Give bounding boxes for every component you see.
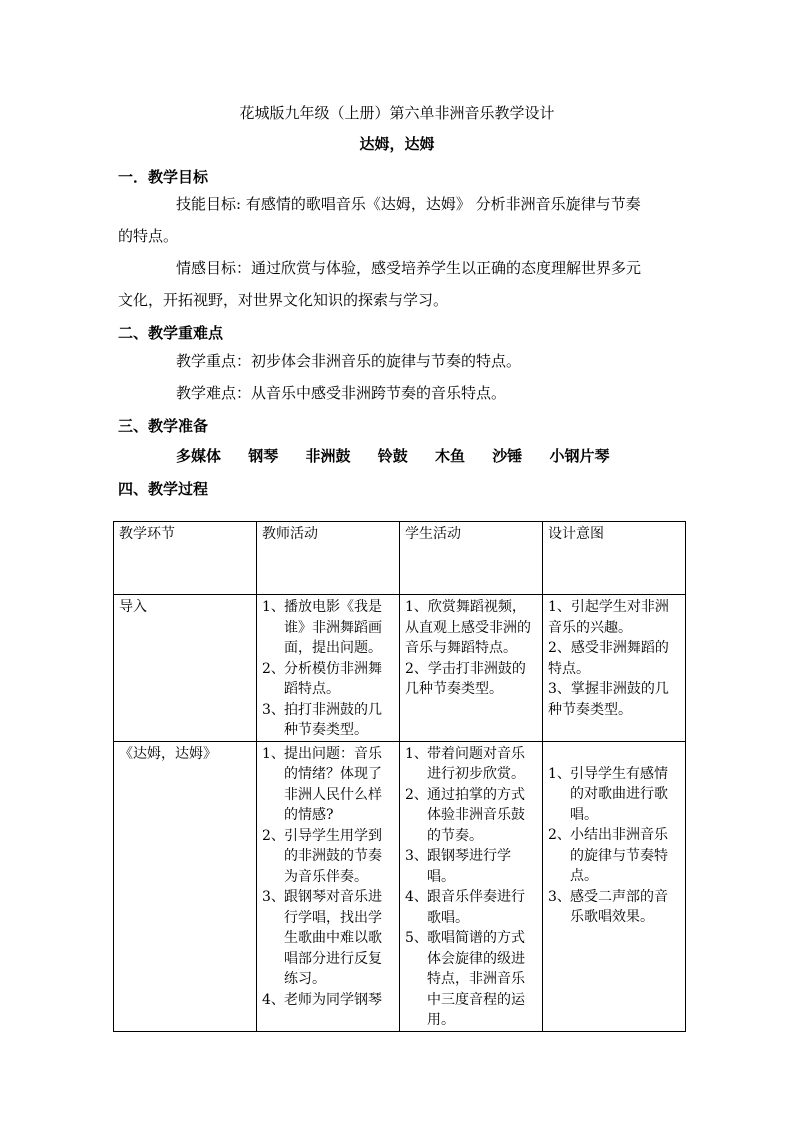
list-item: 2、学击打非洲鼓的几种节奏类型。: [405, 660, 526, 697]
list-item: 1、 引导学生有感情的对歌曲进行歌唱。: [548, 765, 668, 823]
list-item: 3、 拍打非洲鼓的几种节奏类型。: [262, 701, 382, 738]
tool-item: 非洲鼓: [305, 447, 351, 465]
section-heading-process: 四、教学过程: [118, 480, 209, 498]
list-item: 2、 通过拍掌的方式体验非洲音乐鼓的节奏。: [405, 786, 525, 844]
list-item: 2、 小结出非洲音乐的旋律与节奏特点。: [548, 827, 668, 884]
table-row-song: [114, 741, 686, 1031]
list-item: 1、 播放电影《我是谁》非洲舞蹈画面，提出问题。: [262, 599, 382, 656]
song-title: 达姆，达姆: [359, 135, 435, 153]
tool-item: 小钢片琴: [549, 447, 610, 465]
header-teacher: 教师活动: [257, 522, 400, 595]
list-item: 1、 带着问题对音乐进行初步欣赏。: [405, 745, 525, 782]
list-item: 1、引起学生对非洲音乐的兴趣。: [548, 599, 669, 636]
table-row-intro: [114, 595, 686, 742]
cell-design-intent: [543, 741, 686, 1031]
list-item: 1、欣赏舞蹈视频，从直观上感受非洲的音乐与舞蹈特点。: [405, 599, 531, 656]
tool-item: 多媒体: [176, 447, 222, 465]
list-item: 4、 老师为同学钢琴: [262, 991, 382, 1008]
list-item: 1、 提出问题：音乐的情绪？体现了非洲人民什么样的情感?: [262, 745, 382, 823]
cell-design-intent: [543, 595, 686, 742]
tool-item: 木鱼: [435, 447, 466, 465]
teaching-process-table: [113, 521, 686, 1032]
cell-teacher-activity: [257, 595, 400, 742]
objective-emotion-line2: 文化，开拓视野，对世界文化知识的探索与学习。: [118, 291, 449, 309]
header-student: 学生活动: [400, 522, 543, 595]
section-heading-objectives: 一．教学目标: [118, 168, 209, 186]
list-item: 2、 引导学生用学到的非洲鼓的节奏为音乐伴奏。: [262, 827, 382, 885]
cell-student-activity: [400, 741, 543, 1031]
list-item: 5、 歌唱简谱的方式体会旋律的级进特点，非洲音乐中三度音程的运用。: [405, 930, 525, 1028]
objective-emotion-line1: 情感目标：通过欣赏与体验，感受培养学生以正确的态度理解世界多元: [176, 259, 642, 277]
table-header-row: [114, 522, 686, 595]
list-item: 3、 感受二声部的音乐歌唱效果。: [548, 888, 668, 925]
tool-item: 沙锤: [492, 447, 523, 465]
preparation-tools: [176, 445, 632, 466]
keypoint-focus: 教学重点：初步体会非洲音乐的旋律与节奏的特点。: [176, 352, 522, 370]
cell-stage: 《达姆，达姆》: [114, 741, 257, 1031]
list-item: 2、 分析模仿非洲舞蹈特点。: [262, 660, 382, 697]
header-stage: 教学环节: [114, 522, 257, 595]
keypoint-difficulty: 教学难点：从音乐中感受非洲跨节奏的音乐特点。: [176, 384, 507, 402]
header-intent: 设计意图: [543, 522, 686, 595]
section-heading-keypoints: 二、教学重难点: [118, 324, 224, 342]
list-item: 3、掌握非洲鼓的几种节奏类型。: [548, 681, 669, 718]
list-item: 3、 跟钢琴进行学唱。: [405, 848, 511, 885]
list-item: 3、 跟钢琴对音乐进行学唱，找出学生歌曲中难以歌唱部分进行反复练习。: [262, 889, 382, 987]
list-item: 2、感受非洲舞蹈的特点。: [548, 640, 669, 677]
list-item: 4、 跟音乐伴奏进行歌唱。: [405, 889, 525, 926]
cell-teacher-activity: [257, 741, 400, 1031]
objective-skill-line1: 技能目标: 有感情的歌唱音乐《达姆，达姆》 分析非洲音乐旋律与节奏: [176, 195, 641, 213]
cell-stage: 导入: [114, 595, 257, 742]
objective-skill-line2: 的特点。: [118, 227, 179, 245]
section-heading-preparation: 三、教学准备: [118, 417, 209, 435]
cell-student-activity: [400, 595, 543, 742]
document-title: 花城版九年级（上册）第六单非洲音乐教学设计: [239, 104, 555, 122]
tool-item: 铃鼓: [377, 447, 408, 465]
tool-item: 钢琴: [248, 447, 279, 465]
